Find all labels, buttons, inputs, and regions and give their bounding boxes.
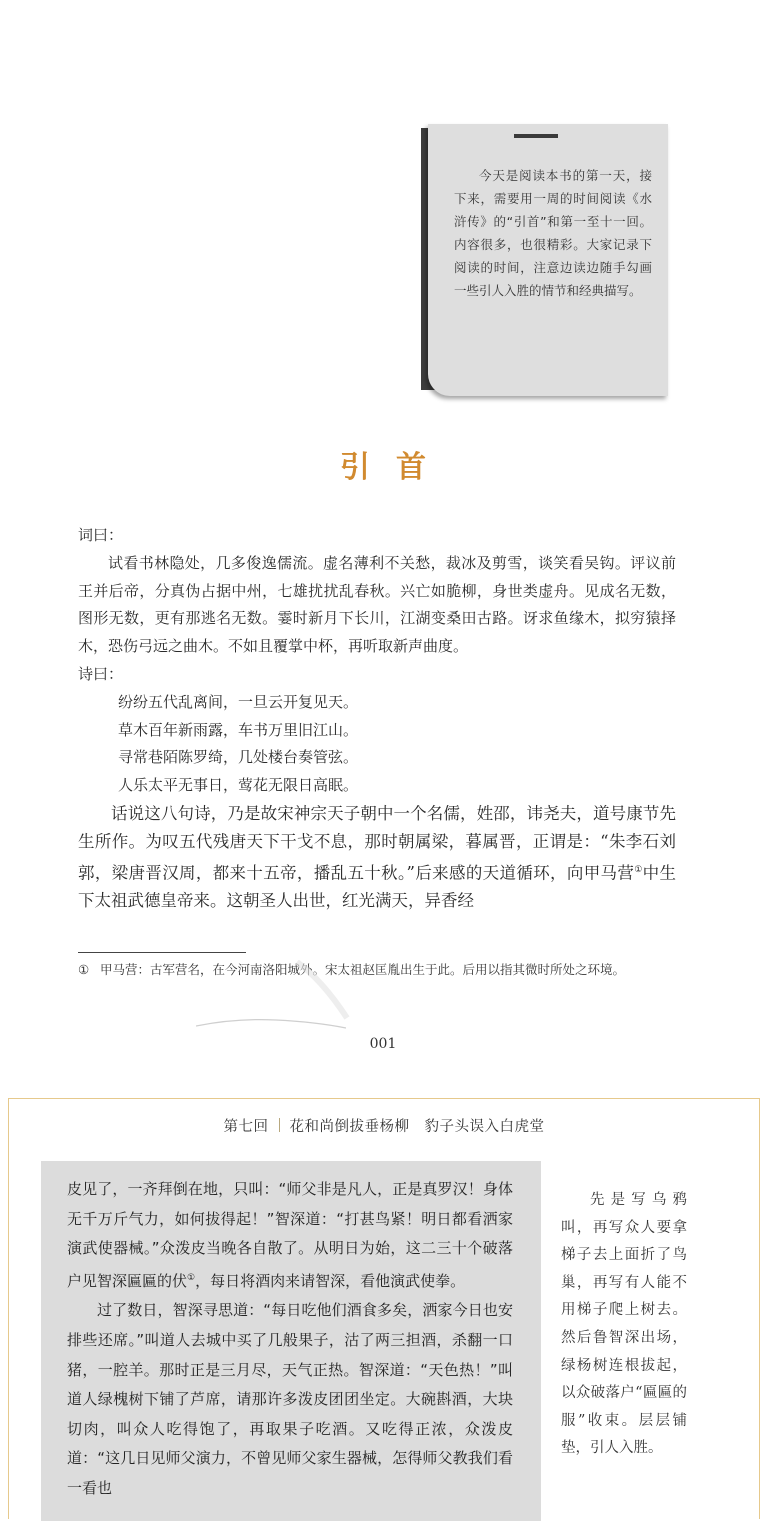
prose-text-continued: 中生下太祖武德皇帝来。这朝圣人出世，红光满天，异香经	[78, 863, 677, 911]
poem-line: 纷纷五代乱离间，一旦云开复见天。	[118, 692, 359, 711]
sticky-note-bar	[514, 134, 558, 138]
highlighted-text-box	[41, 1161, 541, 1521]
chapter-header	[9, 1115, 759, 1136]
sticky-note-text: 今天是阅读本书的第一天，接下来，需要用一周的时间阅读《水浒传》的“引首”和第一至十一回。内容很多，也很精彩。大家记录下阅读的时间，注意边读边随手勾画一些引人入胜的情节和经典描写。	[454, 168, 652, 298]
chapter-name: 花和尚倒拔垂杨柳 豹子头误入白虎堂	[289, 1119, 545, 1135]
paragraph	[67, 1175, 513, 1296]
paragraph: 过了数日，智深寻思道：“每日吃他们酒食多矣，洒家今日也安排些还席。”叫道人去城中买了几般果子，沽了两三担酒，杀翻一口猪，一腔羊。那时正是三月尽，天气正热。智深道：“天色热！”叫道人绿槐树下铺了芦席，请那许多泼皮团团坐定。大碗斟酒，大块切肉，叫众人吃得饱了，再取果子吃酒。又吃得正浓，众泼皮道：“这几日见师父演力，不曾见师父家生器械，怎得师父教我们看一看也	[67, 1301, 513, 1497]
footnote-marker: ①	[187, 1272, 196, 1283]
footnote-marker: ①	[634, 864, 643, 875]
prose-text: 话说这八句诗，乃是故宋神宗天子朝中一个名儒，姓邵，讳尧夫，道号康节先生所作。为叹五代残唐天下干戈不息，那时朝属梁，暮属晋，正谓是：“朱李石刘郭，梁唐晋汉周，都来十五帝，播乱五十秋。”后来感的天道循环，向甲马营	[78, 803, 676, 883]
sticky-note	[428, 124, 668, 396]
poem-line: 草木百年新雨露，车书万里旧江山。	[118, 720, 359, 739]
footnote	[78, 959, 678, 981]
prose-paragraph	[78, 800, 676, 916]
page-two	[8, 1098, 760, 1519]
margin-annotation: 先是写乌鸦叫，再写众人要拿梯子去上面折了鸟巢，再写有人能不用梯子爬上树去。然后鲁智深出场，绿杨树连根拔起，以众破落户“匾匾的服”收束。层层铺垫，引人入胜。	[561, 1192, 687, 1457]
ci-label: 词曰：	[78, 526, 124, 544]
footnote-rule	[78, 952, 246, 953]
section-title: 引首	[340, 450, 452, 485]
chapter-number: 第七回	[223, 1119, 269, 1135]
paragraph-text: 皮见了，一齐拜倒在地，只叫：“师父非是凡人，正是真罗汉！身体无千万斤气力，如何拔得起！”智深道：“打甚鸟紧！明日都看洒家演武使器械。”众泼皮当晚各自散了。从明日为始，这二三十个破落户见智深匾匾的伏	[67, 1180, 513, 1290]
poem-line: 人乐太平无事日，莺花无限日高眠。	[118, 776, 359, 795]
poem-line: 寻常巷陌陈罗绮，几处楼台奏管弦。	[118, 748, 359, 767]
footnote-number: ①	[78, 962, 90, 977]
ci-text: 试看书林隐处，几多俊逸儒流。虚名薄利不关愁，裁冰及剪雪，谈笑看吴钩。评议前王并后帝，分真伪占据中州，七雄扰扰乱春秋。兴亡如脆柳，身世类虚舟。见成名无数，图形无数，更有那逃名无数。霎时新月下长川，江湖变桑田古路。讶求鱼缘木，拟穷猿择木，恐伤弓远之曲木。不如且覆掌中杯，再听取新声曲度。	[78, 553, 676, 656]
page-smudge-2	[292, 960, 352, 1020]
paragraph-text-continued: ，每日将酒肉来请智深，看他演武使拳。	[195, 1271, 466, 1290]
footnote-text: 甲马营：古军营名，在今河南洛阳城外。宋太祖赵匡胤出生于此。后用以指其微时所处之环境。	[100, 962, 626, 977]
highlighted-text	[67, 1175, 513, 1504]
shi-label: 诗曰：	[78, 664, 124, 683]
page-number: 001	[369, 1036, 397, 1052]
chapter-divider	[279, 1118, 280, 1132]
ci-block	[78, 522, 676, 915]
